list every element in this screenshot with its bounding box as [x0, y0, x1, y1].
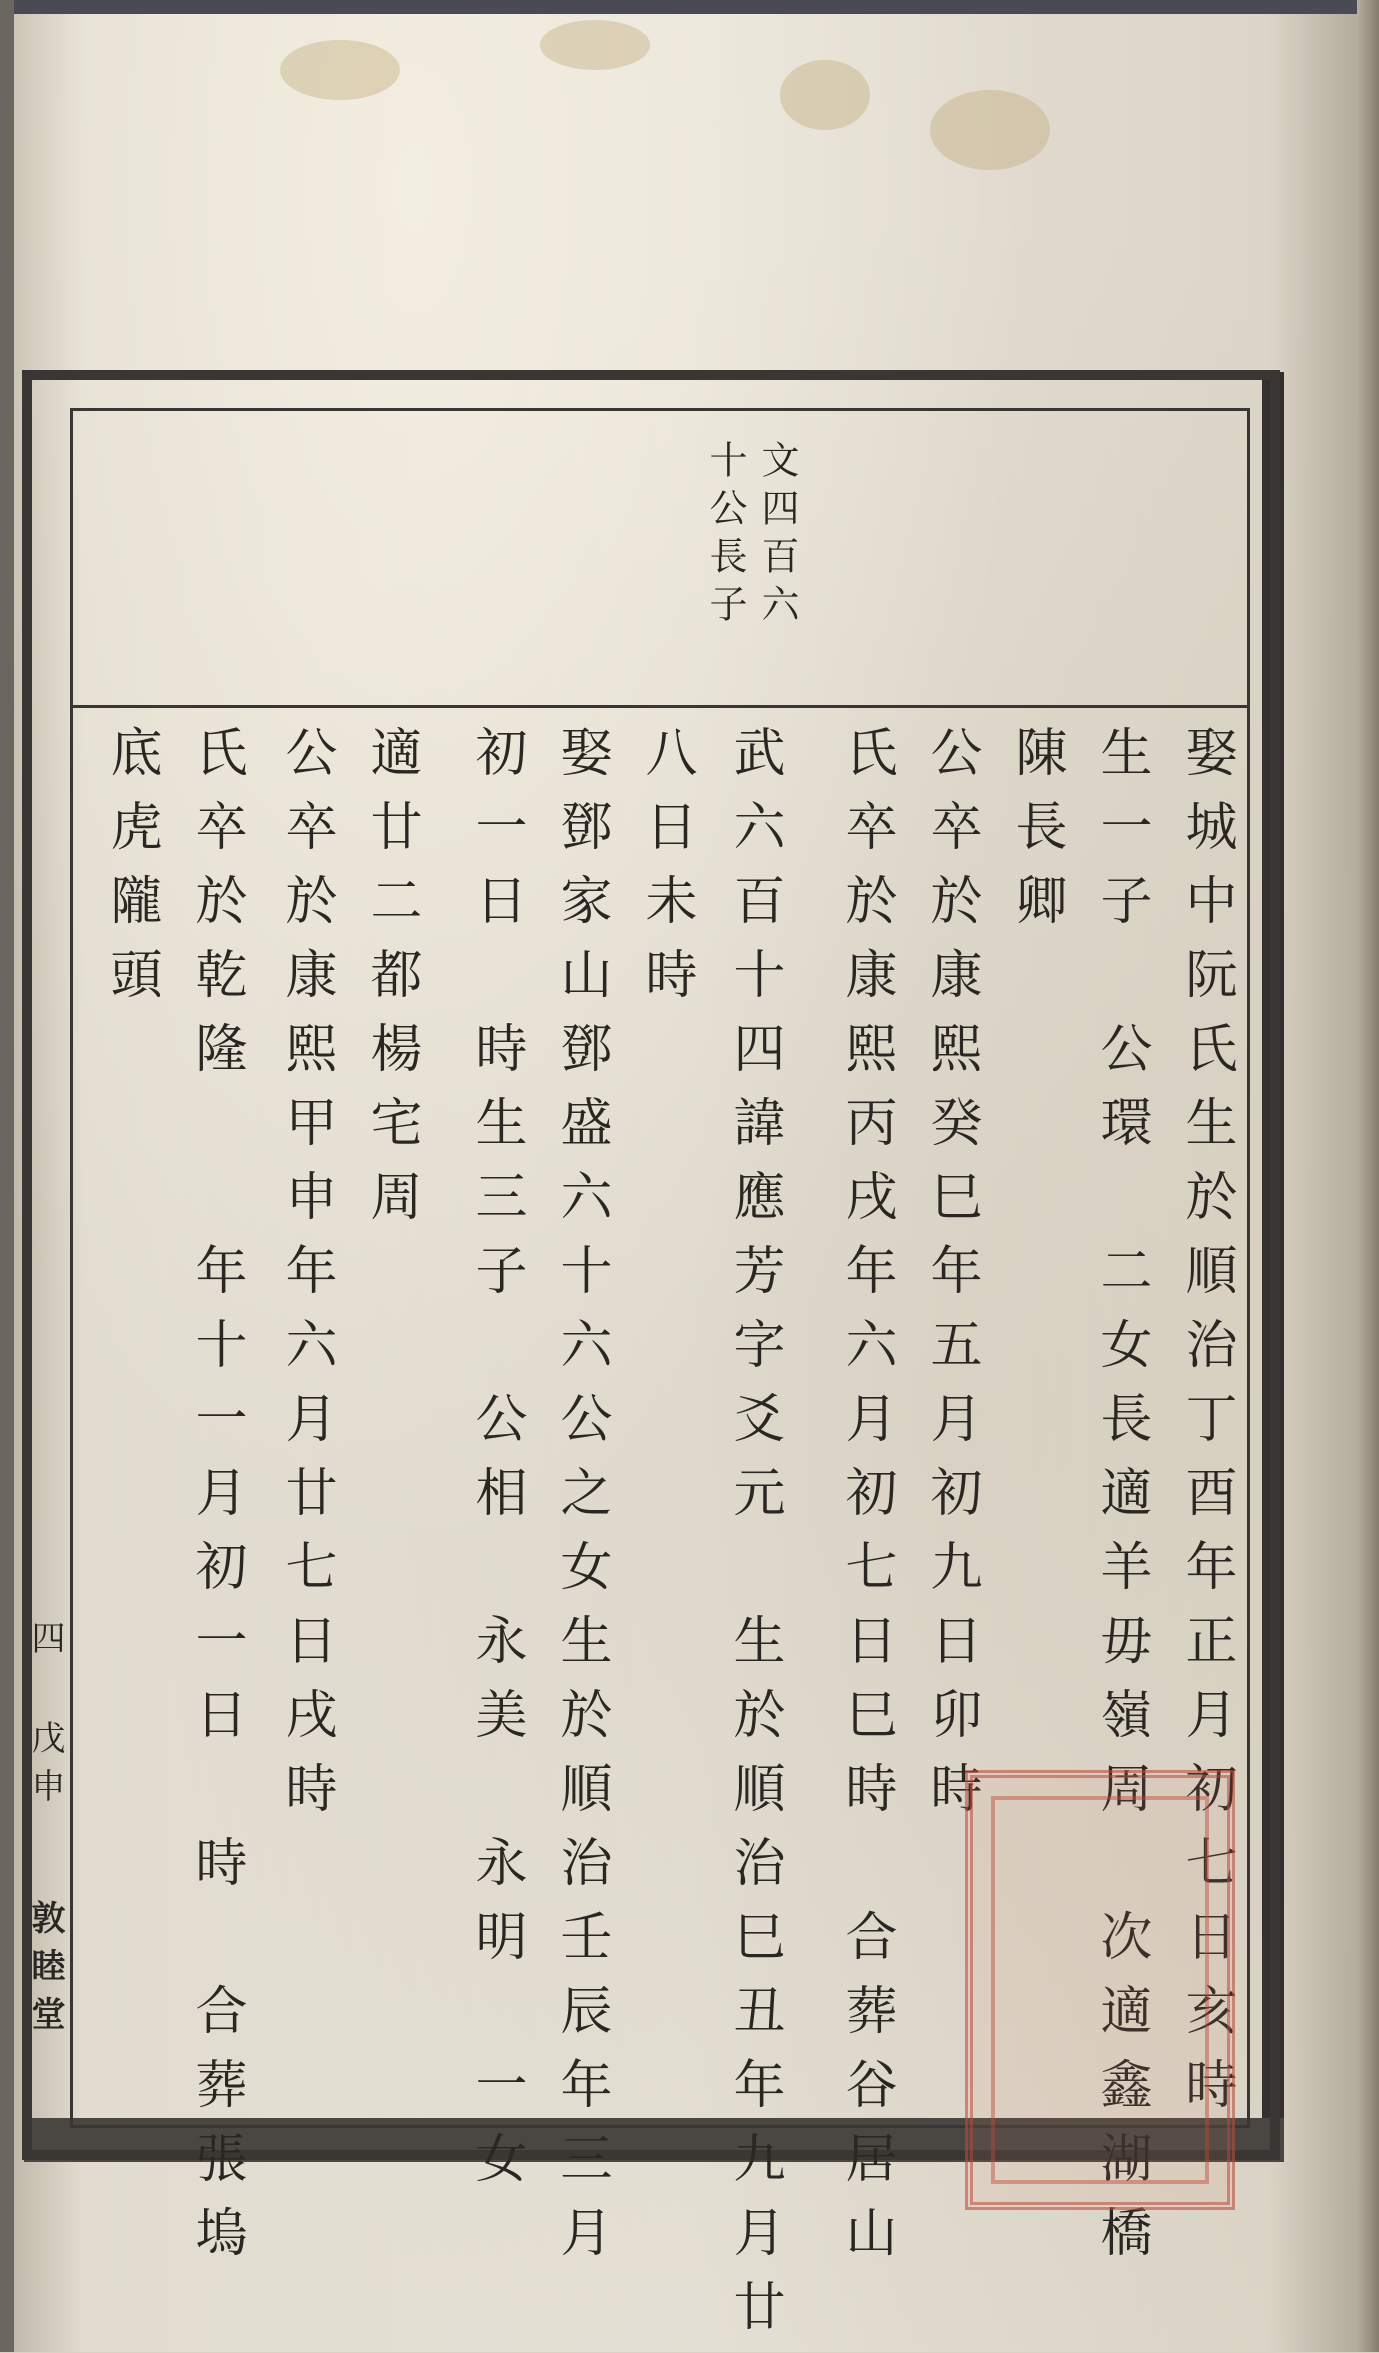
bleed-through-mark: [470, 470, 520, 542]
paper-stain: [780, 60, 870, 130]
body-column: 陳長卿: [1006, 725, 1066, 947]
body-column: 氏卒於乾隆 年十一月初一日 時 合葬張塢: [186, 725, 246, 2279]
collector-seal: [965, 1770, 1235, 2210]
body-column: 武六百十四諱應芳字爻元 生於順治巳丑年九月廿: [724, 725, 784, 2353]
paper-stain: [540, 20, 650, 70]
body-column: 生一子 公環 二女長適羊毋嶺周 次適鑫湖橋: [1091, 725, 1151, 2279]
paper-stain: [930, 90, 1050, 170]
gutter-hall-name: 敦睦堂: [25, 1900, 65, 2044]
header-line-2: 十公長子: [703, 440, 747, 632]
body-column: 氏卒於康熙丙戌年六月初七日巳時 合葬谷居山: [836, 725, 896, 2279]
book-left-edge: [0, 0, 14, 2352]
header-line-1: 文四百六: [755, 440, 799, 632]
body-column: 適廿二都楊宅周: [361, 725, 421, 1243]
header-divider: [70, 705, 1250, 708]
gutter-page-number: 四: [25, 1620, 65, 1668]
body-column: 初一日 時生三子 公相 永美 永明 一女: [466, 725, 526, 2205]
body-column: 娶城中阮氏生於順治丁酉年正月初七日亥時: [1176, 725, 1236, 2131]
body-column: 底虎隴頭: [101, 725, 161, 1021]
gutter-year: 戊申: [25, 1720, 65, 1816]
body-column: 八日未時: [636, 725, 696, 1021]
body-column: 公卒於康熙甲申年六月廿七日戌時: [276, 725, 336, 1835]
seal-inner-border: [991, 1796, 1209, 2184]
book-top-edge: [0, 0, 1379, 14]
paper-stain: [280, 40, 400, 100]
book-right-edge: [1357, 0, 1379, 2352]
body-column: 公卒於康熙癸巳年五月初九日卯時: [921, 725, 981, 1835]
body-column: 娶鄧家山鄧盛六十六公之女生於順治壬辰年三月: [551, 725, 611, 2279]
